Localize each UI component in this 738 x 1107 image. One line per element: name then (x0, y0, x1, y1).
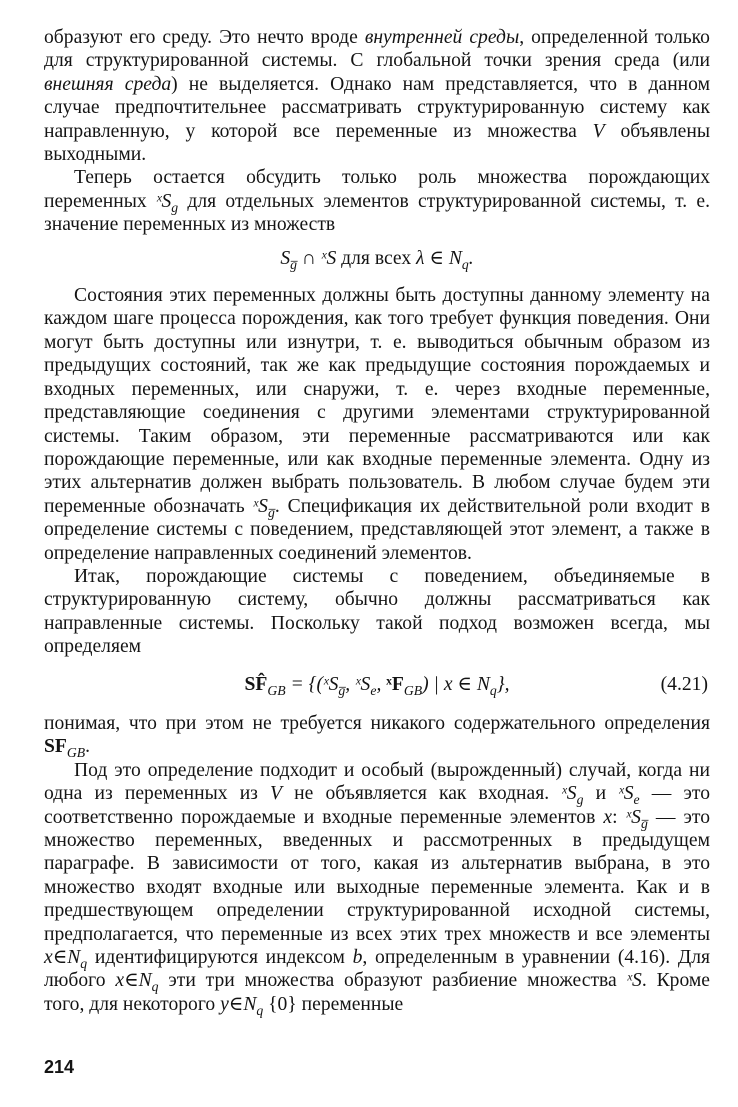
text-run: b (352, 947, 363, 969)
equation-number: (4.21) (660, 673, 708, 695)
text-run: ˣS (252, 495, 268, 517)
subscript: GB (403, 682, 423, 698)
text-run: N (243, 993, 257, 1015)
text-run: идентифицируются индексом (87, 947, 353, 969)
text-run: . Спецификация их действительной роли входит в определение системы с поведением, представляющей этот элемент, а также в определение направленных соединений элементов. (44, 495, 710, 564)
text-run: ∈ (228, 993, 244, 1015)
text-run: — это множество переменных, введенных и рассмотренных в предыдущем параграфе. В зависимости от того, какая из альтернатив выбрана, в это множество входят входные или выходные переменные элемента. Как и в предшествующем определении структурированной исходной системы, предполагается, что переменные из всех этих трех множеств и все элементы (44, 806, 711, 945)
text-run: ∩ ˣS (296, 247, 342, 269)
subscript: GB (267, 682, 286, 698)
subscript: q (151, 979, 159, 995)
subscript: g (576, 792, 584, 808)
subscript: g̅ (338, 682, 346, 698)
subscript: g̅ (267, 504, 275, 520)
text-run: , определенной только для структурированной системы. С глобальной точки зрения среда (или (44, 27, 710, 72)
text-run: внешняя среда (44, 73, 172, 95)
subscript: g̅ (640, 815, 648, 831)
text-run: ˣS (155, 190, 172, 212)
text-run: ) | x ∈ N (422, 673, 490, 695)
subscript: q (461, 256, 469, 272)
subscript: GB (66, 745, 86, 761)
text-run: Теперь остается обсудить только роль множества порождающих переменных (44, 167, 710, 212)
text-run: ˣS (626, 970, 642, 992)
paragraph (44, 759, 710, 1016)
text-run: ˣS (625, 806, 641, 828)
text-run: Итак, порождающие системы с поведением, объединяемые в структурированную систему, обычно должны рассматриваться как направленные системы. Поскольку такой подход возможен всегда, мы определяем (44, 565, 710, 658)
text-run: ˣS (561, 783, 577, 805)
formula (44, 247, 710, 270)
text-run: эти три множества образуют разбиение множества (158, 970, 627, 992)
subscript: q (80, 955, 88, 971)
text-run: ˣS (355, 673, 371, 695)
text-run: }, (496, 673, 510, 695)
subscript: q (256, 1002, 264, 1018)
text-run: ˣS (618, 783, 634, 805)
text-run: N (138, 970, 152, 992)
text-run: и (583, 783, 619, 805)
text-run: не объявляется как входная. (282, 783, 562, 805)
text-run: λ ∈ N (411, 247, 462, 269)
text-run: = {( (285, 673, 324, 695)
text-run: S (280, 247, 291, 269)
subscript: e (370, 682, 377, 698)
text-run: ∈ (124, 970, 139, 992)
formula (44, 673, 710, 696)
text-run: объявлены выходными. (44, 120, 710, 166)
subscript: e (633, 792, 640, 808)
text-run: y (220, 993, 229, 1015)
text-run: ) не выделяется. Однако нам представляется, что в данном случае предпочтительнее рассматривать структурированную систему как направленную, у которой все переменные из множества (44, 73, 710, 142)
text-run: ˣF (386, 673, 404, 695)
text-run: . Кроме того, для некоторого (44, 970, 710, 1015)
text-run: ˣS (323, 673, 339, 695)
text-run: ∈ (52, 947, 68, 969)
paragraph (44, 565, 710, 659)
subscript: g̅ (290, 256, 297, 272)
page-text-body (44, 26, 710, 1016)
text-run: x (115, 970, 125, 992)
text-run: Под это определение подходит и особый (вырожденный) случай, когда ни одна из переменных из (44, 759, 710, 805)
text-run: — это соответственно порождаемые и входные переменные элементов (44, 783, 710, 828)
text-run: x (603, 806, 613, 828)
page-number: 214 (44, 1056, 75, 1077)
text-run: , (376, 673, 387, 695)
text-run: S (244, 673, 256, 695)
text-run: N (67, 947, 81, 969)
text-run: для отдельных элементов структурированной системы, т. е. значение переменных из множеств (44, 190, 710, 236)
subscript: q (489, 682, 497, 698)
text-run: x (44, 947, 53, 969)
text-run: внутренней среды (364, 27, 520, 48)
paragraph (44, 166, 710, 236)
text-run: {0} переменные (263, 993, 404, 1015)
text-run: . (85, 736, 91, 758)
text-run: : (612, 806, 626, 828)
text-run: V (592, 120, 605, 142)
text-run: , определенным в уравнении (4.16). Для любого (44, 947, 710, 992)
subscript: g (171, 199, 179, 215)
text-run: Состояния этих переменных должны быть доступны данному элементу на каждом шаге процесса порождения, как того требует функция поведения. Они могут быть доступны или изнутри, т. е. выводиться обычным образом из предыдущих состояний, так же как предыдущие состояния порождаемых и входных переменных, или снаружи, т. е. через входные переменные, представляющие соединения с другими элементами структурированной системы. Таким образом, эти переменные рассматриваются или как порождающие переменные, или как входные переменные элемента. Одну из этих альтернатив должен выбрать пользователь. В любом случае будем эти переменные обозначать (44, 285, 710, 517)
text-run: F̂ (255, 673, 268, 695)
text-run: для всех (341, 247, 412, 269)
text-run: SF (44, 736, 67, 758)
paragraph (44, 26, 710, 166)
text-run: понимая, что при этом не требуется никакого содержательного определения (44, 712, 710, 734)
text-run: образуют его среду. Это нечто вроде (44, 27, 365, 48)
paragraph (44, 284, 710, 565)
text-run: , (345, 673, 356, 695)
text-run: V (270, 783, 283, 805)
text-run: . (468, 247, 474, 269)
paragraph (44, 712, 710, 759)
